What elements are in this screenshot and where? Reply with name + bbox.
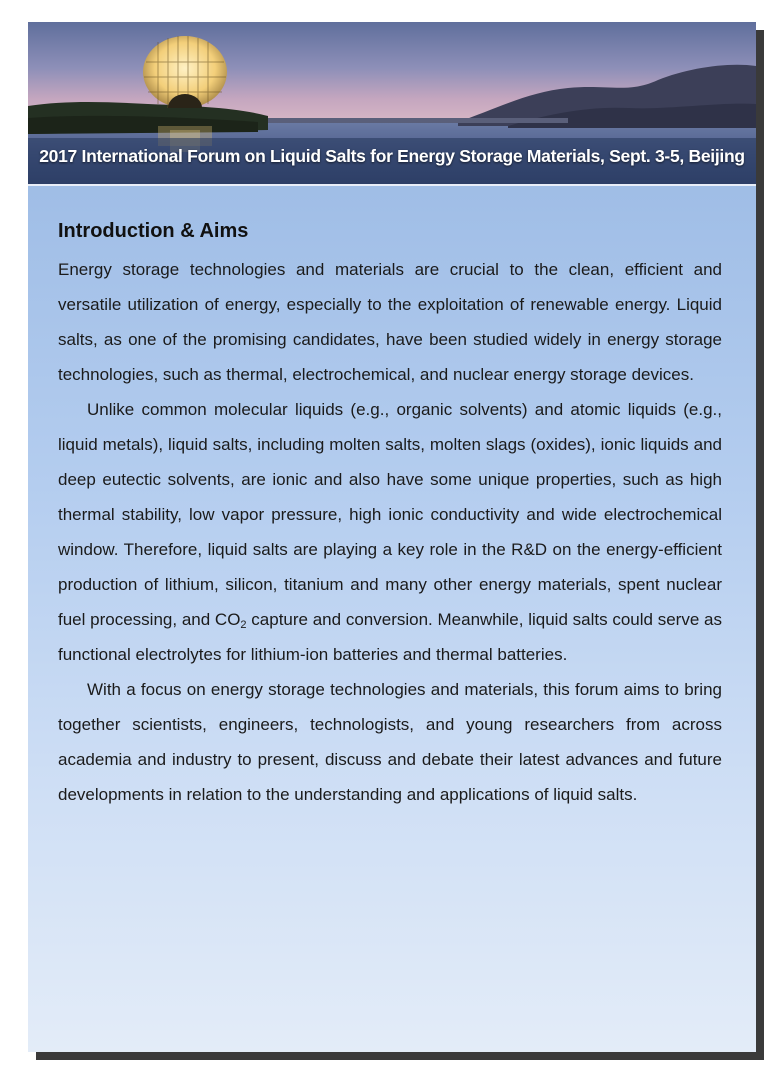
document-page [28,22,756,1052]
banner-divider [28,184,756,186]
formula-base: CO [214,610,241,629]
banner-title: 2017 International Forum on Liquid Salts for Energy Storage Materials, Sept. 3-5, Beijing [39,146,745,166]
formula-subscript: 2 [240,619,247,631]
intro-paragraph-2 [58,392,722,672]
co2-formula [215,610,247,629]
intro-paragraph-1: Energy storage technologies and materials are crucial to the clean, efficient and versatile utilization of energy, especially to the exploitation of renewable energy. Liquid salts, as one of the promising candidates, have been studied widely in energy storage technologies, such as thermal, electrochemical, and nuclear energy storage devices. [58,260,722,384]
intro-paragraph-3: With a focus on energy storage technologies and materials, this forum aims to bring together scientists, engineers, technologists, and young researchers from across academia and industry to present, discuss and debate their latest advances and future developments in relation to the understanding and applications of liquid salts. [58,680,722,804]
banner [28,22,756,184]
intro-section [58,216,722,812]
intro-paragraph-2-text-b: capture and conversion. Meanwhile, liquid salts could serve as functional electrolytes for lithium-ion batteries and thermal batteries. [58,610,722,664]
intro-paragraph-2-text-a: Unlike common molecular liquids (e.g., organic solvents) and atomic liquids (e.g., liquid metals), liquid salts, including molten salts, molten slags (oxides), ionic liquids and deep eutectic solvents, are ionic and also have some unique properties, such as high thermal stability, low vapor pressure, high ionic conductivity and wide electrochemical window. Therefore, liquid salts are playing a key role in the R&D on the energy-efficient production of lithium, silicon, titanium and many other energy materials, spent nuclear fuel processing, and [58,400,722,629]
section-heading: Introduction & Aims [58,220,249,242]
